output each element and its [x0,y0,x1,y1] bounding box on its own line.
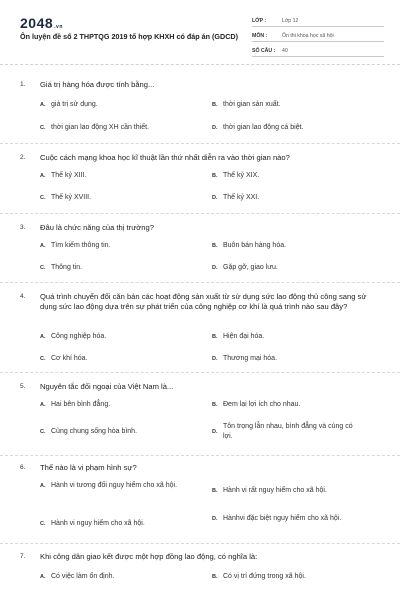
header-divider [0,64,400,65]
option-text: Có việc làm ổn định. [51,573,115,580]
option-a[interactable] [40,241,200,251]
option-letter: D. [212,125,218,131]
question-divider [0,372,400,373]
question-divider [0,543,400,544]
option-letter: A. [40,334,46,340]
option-text: Buôn bán hàng hóa. [223,242,287,249]
meta-value: Lớp 12 [282,17,299,24]
option-text: thời gian lao động cá biệt. [223,124,304,131]
option-text: Hànhvi đặc biệt nguy hiểm cho xã hội. [223,515,342,522]
question-divider [0,455,400,456]
option-b[interactable] [212,486,372,496]
option-letter: D. [212,265,218,271]
option-c[interactable] [40,354,200,364]
option-text: Tìm kiếm thông tin. [51,242,111,249]
page-header [0,0,400,62]
exam-meta [252,15,384,60]
option-text: Cùng chung sống hòa bình. [51,428,138,435]
option-letter: C. [40,521,46,527]
question-divider [0,213,400,214]
question-divider [0,143,400,144]
option-b[interactable] [212,332,372,342]
question-number: 3. [20,224,26,231]
option-text: Thế kỷ XXI. [223,194,260,201]
option-c[interactable] [40,519,200,529]
option-d[interactable] [212,123,372,133]
option-d[interactable] [212,514,372,524]
option-letter: C. [40,195,46,201]
meta-label: LỚP : [252,17,267,24]
option-text: Cơ khí hóa. [51,355,88,362]
question-number: 4. [20,293,26,300]
option-b[interactable] [212,171,372,181]
question-text: Khi công dân giao kết được một hợp đồng lao động, có nghĩa là: [40,552,258,561]
option-text: Thế kỷ XIII. [51,172,87,179]
option-d[interactable] [212,263,372,273]
option-text: giá trị sử dụng. [51,101,98,108]
question-text: Quá trình chuyển đổi căn bản các hoạt động sản xuất từ sử dụng sức lao động thủ công sang sử dụng sức lao động dựa trên sự phát triển của công nghiệp cơ khí là quá trình nào sau đây? [40,292,367,311]
option-text: Tôn trọng lẫn nhau, bình đẳng và cùng có lợi. [223,423,353,440]
option-letter: A. [40,574,46,580]
option-b[interactable] [212,572,372,582]
exam-title: Ôn luyện đề số 2 THPTQG 2019 tổ hợp KHXH có đáp án (GDCD) [20,32,238,41]
option-a[interactable] [40,572,200,582]
option-text: Thế kỷ XVIII. [51,194,92,201]
option-c[interactable] [40,427,200,437]
question-number: 2. [20,154,26,161]
question-number: 6. [20,464,26,471]
option-letter: C. [40,429,46,435]
option-a[interactable] [40,171,200,181]
option-a[interactable] [40,400,200,410]
option-d[interactable] [212,193,372,203]
option-text: Hai bên bình đẳng. [51,401,111,408]
option-text: Thế kỷ XIX. [223,172,260,179]
option-c[interactable] [40,193,200,203]
option-letter: B. [212,402,218,408]
site-logo[interactable] [20,15,63,31]
option-letter: B. [212,243,218,249]
meta-row-subject [252,30,384,42]
option-text: Hiện đại hóa. [223,333,265,340]
option-letter: C. [40,125,46,131]
meta-row-question-count [252,45,384,57]
option-text: Gặp gỡ, giao lưu. [223,264,278,271]
option-text: Hành vi nguy hiểm cho xã hội. [51,520,145,527]
question-text: Đâu là chức năng của thị trường? [40,223,154,232]
meta-row-class [252,15,384,27]
option-letter: D. [212,356,218,362]
option-c[interactable] [40,123,200,133]
option-letter: D. [212,429,218,435]
meta-value: Ôn thi khoa học xã hội [282,32,334,39]
option-letter: A. [40,173,46,179]
meta-label: SỐ CÂU : [252,47,276,54]
option-text: Có vị trí đứng trong xã hội. [223,573,306,580]
option-letter: D. [212,516,218,522]
option-letter: C. [40,356,46,362]
question-text: Thế nào là vi phạm hình sự? [40,463,137,472]
option-a[interactable] [40,332,200,342]
logo-main-text: 2048 [20,15,54,31]
option-letter: D. [212,195,218,201]
question-number: 5. [20,383,26,390]
option-a[interactable] [40,481,200,491]
question-text: Cuộc cách mạng khoa học kĩ thuật lần thứ nhất diễn ra vào thời gian nào? [40,153,290,162]
option-b[interactable] [212,100,372,110]
question-number: 7. [20,553,26,560]
option-letter: B. [212,173,218,179]
option-text: Đem lại lợi ích cho nhau. [223,401,301,408]
option-text: Công nghiệp hóa. [51,333,107,340]
option-text: thời gian lao động XH cần thiết. [51,124,149,131]
meta-label: MÔN : [252,32,268,39]
option-text: thời gian sản xuất. [223,101,281,108]
question-text: Giá trị hàng hóa được tính bằng... [40,80,155,89]
option-text: Thông tin. [51,264,83,271]
option-letter: B. [212,334,218,340]
option-b[interactable] [212,400,372,410]
logo-suffix-text: .vn [54,24,63,30]
option-letter: B. [212,488,218,494]
option-letter: B. [212,574,218,580]
option-letter: A. [40,483,46,489]
option-letter: C. [40,265,46,271]
option-letter: A. [40,402,46,408]
question-number: 1. [20,81,26,88]
option-text: Hành vi rất nguy hiểm cho xã hội. [223,487,327,494]
meta-value: 40 [282,47,288,54]
option-text: Hành vi tương đối nguy hiểm cho xã hội. [51,482,178,489]
option-d[interactable] [212,354,372,364]
question-divider [0,282,400,283]
question-text: Nguyên tắc đối ngoại của Việt Nam là... [40,382,174,391]
option-letter: A. [40,102,46,108]
option-d[interactable] [212,422,372,442]
option-a[interactable] [40,100,200,110]
option-text: Thương mại hóa. [223,355,278,362]
option-b[interactable] [212,241,372,251]
option-letter: B. [212,102,218,108]
option-letter: A. [40,243,46,249]
option-c[interactable] [40,263,200,273]
